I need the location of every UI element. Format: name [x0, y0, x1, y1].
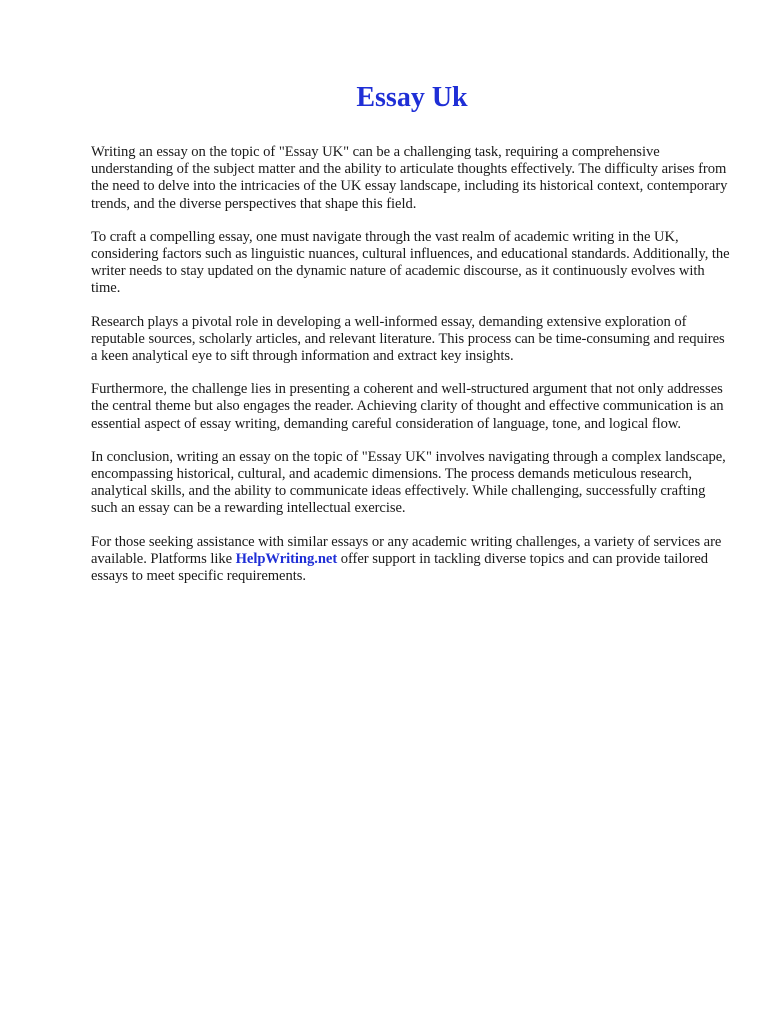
paragraph-1: Writing an essay on the topic of "Essay UK" can be a challenging task, requiring a comprehensive understanding of the subject matter and the ability to articulate thoughts effectively. The difficulty arises from the need to delve into the intricacies of the UK essay landscape, including its historical context, contemporary trends, and the diverse perspectives that shape this field.: [91, 144, 728, 212]
paragraph-5: In conclusion, writing an essay on the topic of "Essay UK" involves navigating through a complex landscape, encompassing historical, cultural, and academic dimensions. The process demands meticulous research, analytical skills, and the ability to communicate ideas effectively. While challenging, successfully crafting such an essay can be a rewarding intellectual exercise.: [91, 448, 726, 517]
paragraph-4: Furthermore, the challenge lies in presenting a coherent and well-structured argument that not only addresses the central theme but also engages the reader. Achieving clarity of thought and effective communication is an essential aspect of essay writing, demanding careful consideration of language, tone, and logical flow.: [91, 381, 724, 432]
paragraph-2: To craft a compelling essay, one must navigate through the vast realm of academic writing in the UK, considering factors such as linguistic nuances, cultural influences, and educational standards. Additionally, the writer needs to stay updated on the dynamic nature of academic discourse, as it continuously evolves with time.: [91, 228, 730, 297]
paragraph-3: Research plays a pivotal role in developing a well-informed essay, demanding extensive exploration of reputable sources, scholarly articles, and relevant literature. This process can be time-consuming and requires a keen analytical eye to sift through information and extract key insights.: [91, 313, 725, 365]
document-page: [91, 80, 731, 601]
paragraph-6-before-link: For those seeking assistance with similar essays or any academic writing challenges, a variety of services are available. Platforms like: [91, 533, 722, 567]
paragraph-6-after-link: offer support in tackling diverse topics and can provide tailored essays to meet specific requirements.: [91, 550, 709, 585]
helpwriting-link[interactable]: HelpWriting.net: [235, 550, 338, 567]
document-title: Essay Uk: [356, 82, 468, 113]
paragraph-6: [91, 534, 731, 586]
